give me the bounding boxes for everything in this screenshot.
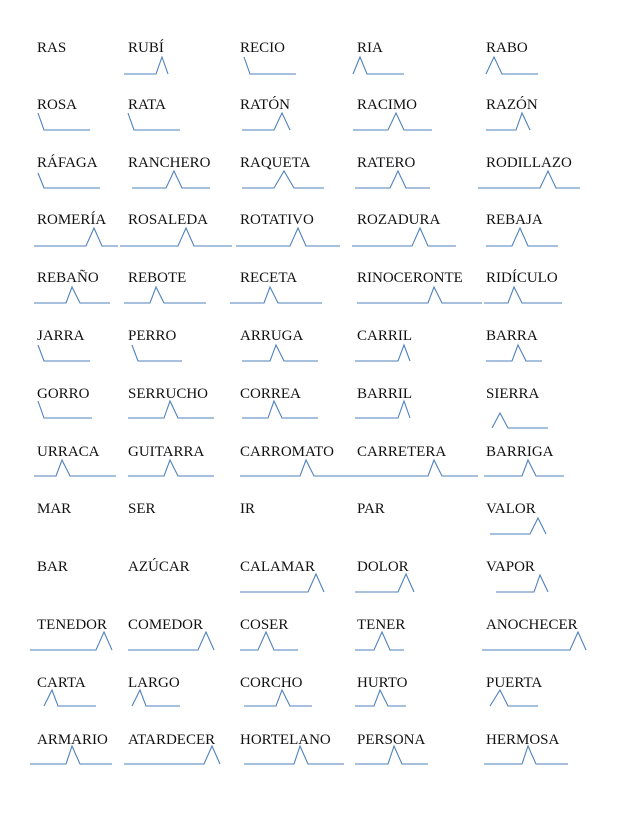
stress-mark-line xyxy=(496,575,548,592)
word-r10-c3: CALAMAR xyxy=(240,559,316,575)
word-r8-c2: GUITARRA xyxy=(128,444,205,460)
stress-mark-line xyxy=(132,345,182,361)
word-r4-c4: ROZADURA xyxy=(357,212,441,228)
stress-mark-line xyxy=(242,171,324,188)
word-r11-c4: TENER xyxy=(357,617,406,633)
stress-mark-line xyxy=(353,113,432,130)
word-r3-c5: RODILLAZO xyxy=(486,155,572,171)
word-r5-c4: RINOCERONTE xyxy=(357,270,463,286)
stress-mark-line xyxy=(484,460,564,476)
stress-mark-line xyxy=(492,413,548,428)
stress-mark-line xyxy=(484,287,562,303)
word-r7-c3: CORREA xyxy=(240,386,301,402)
stress-mark-line xyxy=(132,171,210,188)
stress-mark-line xyxy=(353,57,404,74)
word-r12-c4: HURTO xyxy=(357,675,408,691)
word-r2-c5: RAZÓN xyxy=(486,97,538,113)
word-r4-c2: ROSALEDA xyxy=(128,212,209,228)
word-r9-c3: IR xyxy=(240,501,255,517)
word-r7-c1: GORRO xyxy=(37,386,90,402)
word-r11-c5: ANOCHECER xyxy=(486,617,578,633)
stress-mark-line xyxy=(352,228,456,246)
stress-mark-line xyxy=(355,345,410,361)
stress-mark-line xyxy=(34,460,116,476)
word-r1-c4: RIA xyxy=(357,40,383,56)
word-r6-c4: CARRIL xyxy=(357,328,413,344)
stress-mark-line xyxy=(355,690,406,706)
word-r9-c2: SER xyxy=(128,501,156,517)
word-r11-c2: COMEDOR xyxy=(128,617,204,633)
word-r6-c5: BARRA xyxy=(486,328,538,344)
word-r10-c5: VAPOR xyxy=(486,559,535,575)
word-r8-c3: CARROMATO xyxy=(240,444,334,460)
word-r1-c3: RECIO xyxy=(240,40,285,56)
word-r11-c3: COSER xyxy=(240,617,289,633)
word-r12-c5: PUERTA xyxy=(486,675,543,691)
stress-mark-line xyxy=(30,632,112,650)
word-r9-c1: MAR xyxy=(37,501,72,517)
stress-mark-line xyxy=(244,57,296,74)
stress-mark-line xyxy=(486,57,538,74)
stress-mark-line xyxy=(230,287,322,303)
stress-mark-line xyxy=(128,401,214,418)
stress-mark-line xyxy=(486,228,558,246)
stress-mark-line xyxy=(240,632,298,650)
stress-mark-line xyxy=(124,57,168,74)
stress-mark-line xyxy=(478,171,580,188)
word-r13-c3: HORTELANO xyxy=(240,732,331,748)
word-r4-c1: ROMERÍA xyxy=(37,212,107,228)
word-r3-c1: RÁFAGA xyxy=(37,155,98,171)
word-r7-c2: SERRUCHO xyxy=(128,386,209,402)
stress-mark-line xyxy=(124,287,206,303)
stress-mark-line xyxy=(490,690,538,706)
stress-mark-line xyxy=(482,632,586,650)
word-r1-c2: RUBÍ xyxy=(128,40,164,56)
stress-mark-line xyxy=(355,574,414,592)
stress-mark-line xyxy=(242,345,318,361)
word-r13-c2: ATARDECER xyxy=(128,732,216,748)
stress-mark-line xyxy=(34,228,118,246)
word-r2-c4: RACIMO xyxy=(357,97,418,113)
stress-mark-line xyxy=(486,345,542,361)
word-r1-c5: RABO xyxy=(486,40,528,56)
stress-mark-line xyxy=(240,574,324,592)
word-r9-c4: PAR xyxy=(357,501,385,517)
stress-mark-line xyxy=(357,287,482,303)
word-r13-c4: PERSONA xyxy=(357,732,426,748)
word-r1-c1: RAS xyxy=(37,40,67,56)
stress-mark-line xyxy=(44,690,96,706)
word-r2-c1: ROSA xyxy=(37,97,78,113)
stress-mark-line xyxy=(486,113,530,130)
stress-mark-line xyxy=(490,518,546,534)
stress-mark-line xyxy=(132,690,180,706)
word-r13-c5: HERMOSA xyxy=(486,732,560,748)
word-r12-c1: CARTA xyxy=(37,675,86,691)
stress-mark-line xyxy=(242,401,318,418)
word-r3-c3: RAQUETA xyxy=(240,155,311,171)
word-r3-c4: RATERO xyxy=(357,155,416,171)
word-r5-c5: RIDÍCULO xyxy=(486,270,558,286)
stress-mark-line xyxy=(355,401,410,418)
stress-mark-line xyxy=(355,171,430,188)
word-r10-c1: BAR xyxy=(37,559,68,575)
stress-mark-line xyxy=(236,228,340,246)
word-r10-c4: DOLOR xyxy=(357,559,409,575)
stress-mark-line xyxy=(34,287,110,303)
stress-mark-line xyxy=(38,173,100,188)
word-r8-c5: BARRIGA xyxy=(486,444,554,460)
stress-mark-line xyxy=(38,401,92,418)
stress-mark-line xyxy=(242,113,290,130)
word-r4-c3: ROTATIVO xyxy=(240,212,314,228)
word-r12-c2: LARGO xyxy=(128,675,180,691)
word-r5-c1: REBAÑO xyxy=(37,270,99,286)
stress-mark-line xyxy=(355,460,478,476)
word-r5-c2: REBOTE xyxy=(128,270,187,286)
stress-mark-line xyxy=(128,632,214,650)
stress-mark-line xyxy=(128,460,214,476)
word-r12-c3: CORCHO xyxy=(240,675,303,691)
word-r11-c1: TENEDOR xyxy=(37,617,107,633)
stress-mark-line xyxy=(38,345,90,361)
word-r6-c1: JARRA xyxy=(37,328,85,344)
word-r6-c3: ARRUGA xyxy=(240,328,304,344)
word-r2-c2: RATA xyxy=(128,97,166,113)
word-r10-c2: AZÚCAR xyxy=(128,559,190,575)
stress-mark-line xyxy=(355,632,404,650)
word-r3-c2: RANCHERO xyxy=(128,155,211,171)
word-r9-c5: VALOR xyxy=(486,501,536,517)
stress-mark-line xyxy=(244,690,312,706)
word-r7-c4: BARRIL xyxy=(357,386,413,402)
word-r5-c3: RECETA xyxy=(240,270,298,286)
word-r6-c2: PERRO xyxy=(128,328,177,344)
stress-mark-line xyxy=(240,460,356,476)
word-r13-c1: ARMARIO xyxy=(37,732,108,748)
word-r8-c1: URRACA xyxy=(37,444,100,460)
word-r2-c3: RATÓN xyxy=(240,97,291,113)
word-r4-c5: REBAJA xyxy=(486,212,543,228)
stress-mark-line xyxy=(128,113,180,130)
word-r7-c5: SIERRA xyxy=(486,386,540,402)
word-r8-c4: CARRETERA xyxy=(357,444,447,460)
stress-mark-line xyxy=(38,113,90,130)
stress-mark-line xyxy=(120,228,232,246)
